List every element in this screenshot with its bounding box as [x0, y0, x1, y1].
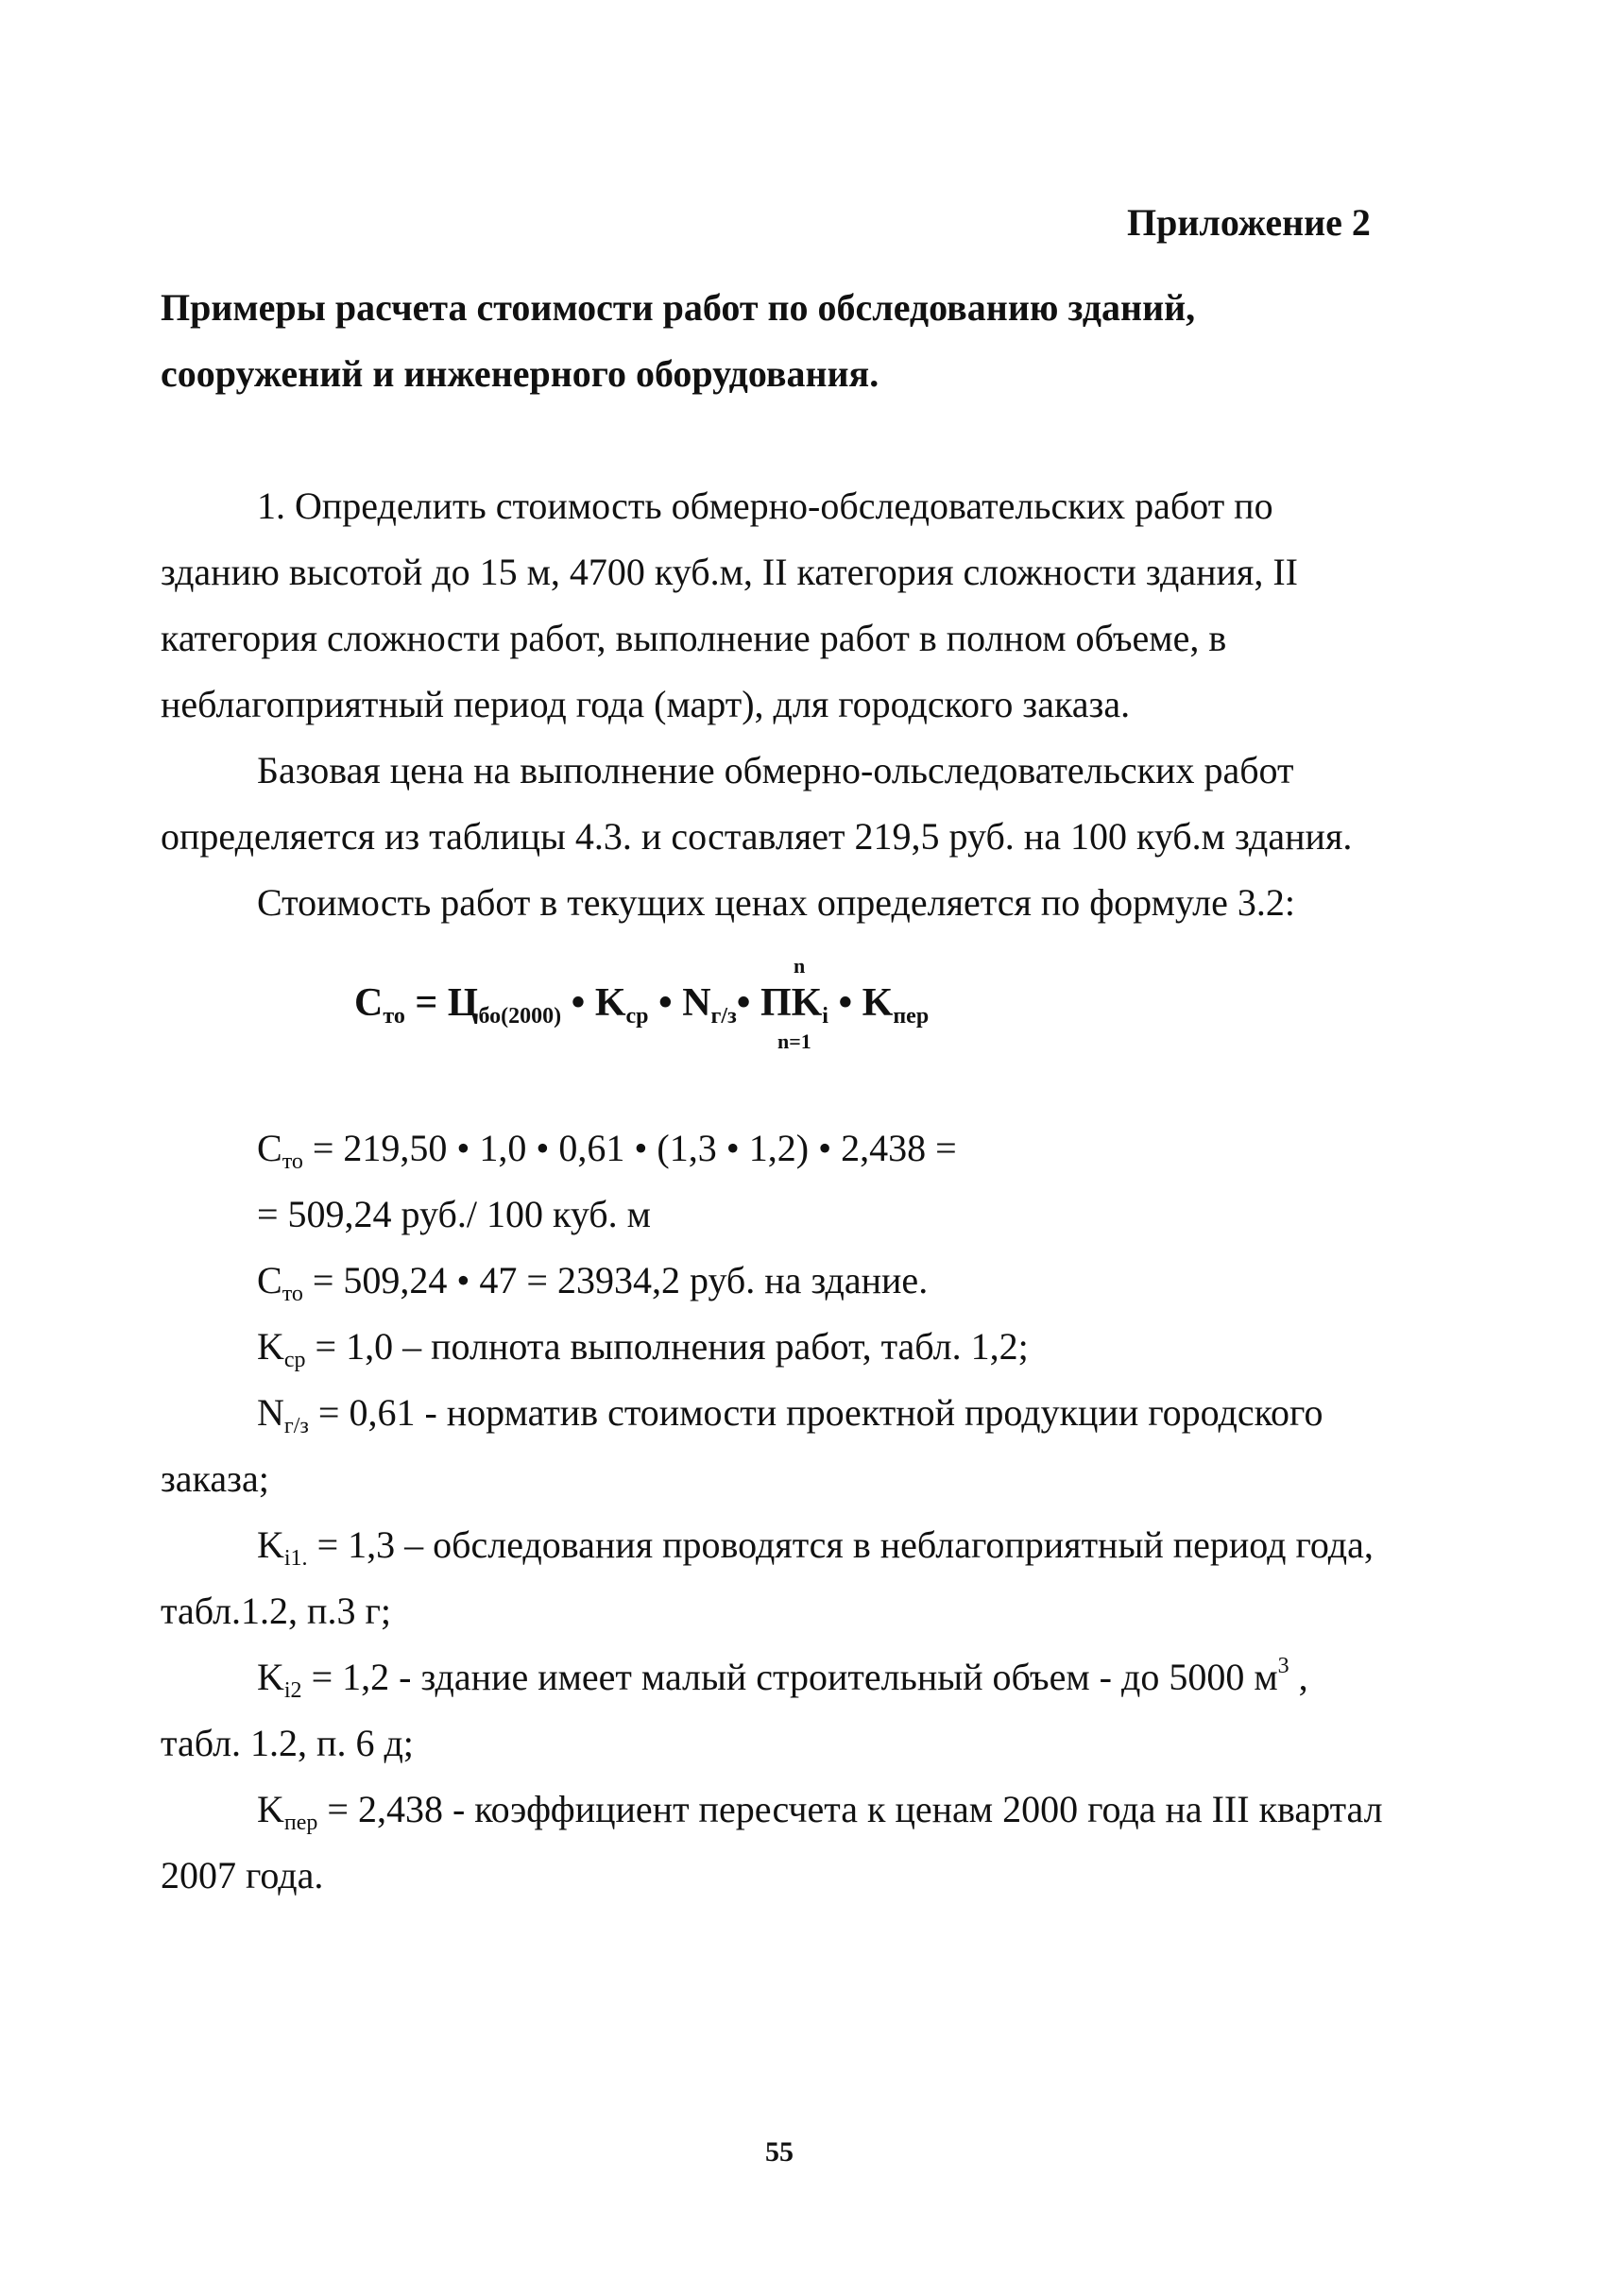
calc-c: C: [257, 1127, 282, 1169]
calc-line-1-rest: = 219,50 • 1,0 • 0,61 • (1,3 • 1,2) • 2,438 =: [302, 1127, 957, 1169]
definition-ki2: [257, 1654, 1308, 1703]
paragraph-1-line-3: категория сложности работ, выполнение работ в полном объеме, в: [161, 617, 1227, 659]
paragraph-1-line-4: неблагоприятный период года (март), для городского заказа.: [161, 683, 1131, 725]
kper-sub: пер: [283, 1811, 318, 1835]
ki2-end: ,: [1289, 1656, 1308, 1698]
product-lower-limit: n=1: [777, 1029, 811, 1053]
definition-kcp: [257, 1324, 1029, 1372]
formula-k2: • K: [828, 981, 894, 1025]
calculation-line-1: [257, 1126, 957, 1174]
formula-product-sub: i: [822, 1004, 828, 1029]
calculation-line-2: = 509,24 руб./ 100 куб. м: [257, 1193, 651, 1235]
ngz-sub: г/з: [283, 1414, 309, 1438]
calc-total-c: C: [257, 1259, 282, 1301]
section-heading-line-1: Примеры расчета стоимости работ по обследованию зданий,: [161, 286, 1196, 329]
definition-ki1-continuation: табл.1.2, п.3 г;: [161, 1590, 391, 1632]
definition-ngz-continuation: заказа;: [161, 1457, 269, 1500]
paragraph-1-line-2: зданию высотой до 15 м, 4700 куб.м, II категория сложности здания, II: [161, 551, 1298, 593]
appendix-label: Приложение 2: [1127, 201, 1371, 244]
definition-ki2-continuation: табл. 1.2, п. 6 д;: [161, 1722, 414, 1764]
section-heading-line-2: сооружений и инженерного оборудования.: [161, 352, 879, 395]
ngz-symbol: N: [257, 1391, 284, 1434]
calc-line-3-rest: = 509,24 • 47 = 23934,2 руб. на здание.: [302, 1259, 929, 1301]
paragraph-1-line-1: 1. Определить стоимость обмерно-обследовательских работ по: [257, 485, 1273, 527]
formula-k1: • K: [561, 981, 626, 1025]
formula-k2-sub: пер: [893, 1004, 930, 1029]
formula-c-sub: то: [383, 1004, 405, 1029]
page-number: 55: [765, 2136, 794, 2168]
definition-ki1: [257, 1522, 1374, 1571]
definition-kper-continuation: 2007 года.: [161, 1854, 324, 1896]
product-upper-limit: n: [794, 954, 806, 978]
kcp-sub: ср: [283, 1348, 306, 1372]
calc-total-c-sub: то: [282, 1282, 303, 1306]
definition-ngz: [257, 1390, 1323, 1436]
kper-symbol: K: [257, 1788, 284, 1830]
kper-text: = 2,438 - коэффициент пересчета к ценам 2000 года на III квартал: [317, 1788, 1383, 1830]
ki1-text: = 1,3 – обследования проводятся в неблагоприятный период года,: [307, 1523, 1374, 1566]
calc-c-sub: то: [282, 1149, 303, 1174]
paragraph-2-line-1: Базовая цена на выполнение обмерно-ольследовательских работ: [257, 749, 1294, 791]
kcp-symbol: K: [257, 1325, 284, 1368]
ki1-symbol: K: [257, 1523, 284, 1566]
ki2-sub: i2: [283, 1678, 302, 1703]
paragraph-3: Стоимость работ в текущих ценах определяется по формуле 3.2:: [257, 881, 1295, 924]
ki2-text: = 1,2 - здание имеет малый строительный объем - до 5000 м: [301, 1656, 1278, 1698]
formula-eq: = Ц: [404, 981, 479, 1025]
formula-base-sub: бо(2000): [478, 1004, 562, 1029]
ki2-cubic-sup: 3: [1277, 1654, 1289, 1678]
formula-c: C: [354, 981, 384, 1025]
formula-k1-sub: ср: [625, 1004, 649, 1029]
definition-kper: [257, 1787, 1383, 1835]
formula-n: • N: [648, 981, 711, 1025]
formula-product: • ПK: [736, 981, 823, 1025]
calculation-line-3: [257, 1258, 929, 1306]
ki2-symbol: K: [257, 1656, 284, 1698]
kcp-text: = 1,0 – полнота выполнения работ, табл. 1,2;: [305, 1325, 1029, 1368]
ki1-sub: i1.: [283, 1546, 308, 1571]
cost-formula: [354, 954, 959, 1067]
ngz-text: = 0,61 - норматив стоимости проектной продукции городского: [308, 1391, 1323, 1434]
formula-n-sub: г/з: [710, 1004, 737, 1029]
paragraph-2-line-2: определяется из таблицы 4.3. и составляет 219,5 руб. на 100 куб.м здания.: [161, 815, 1353, 858]
